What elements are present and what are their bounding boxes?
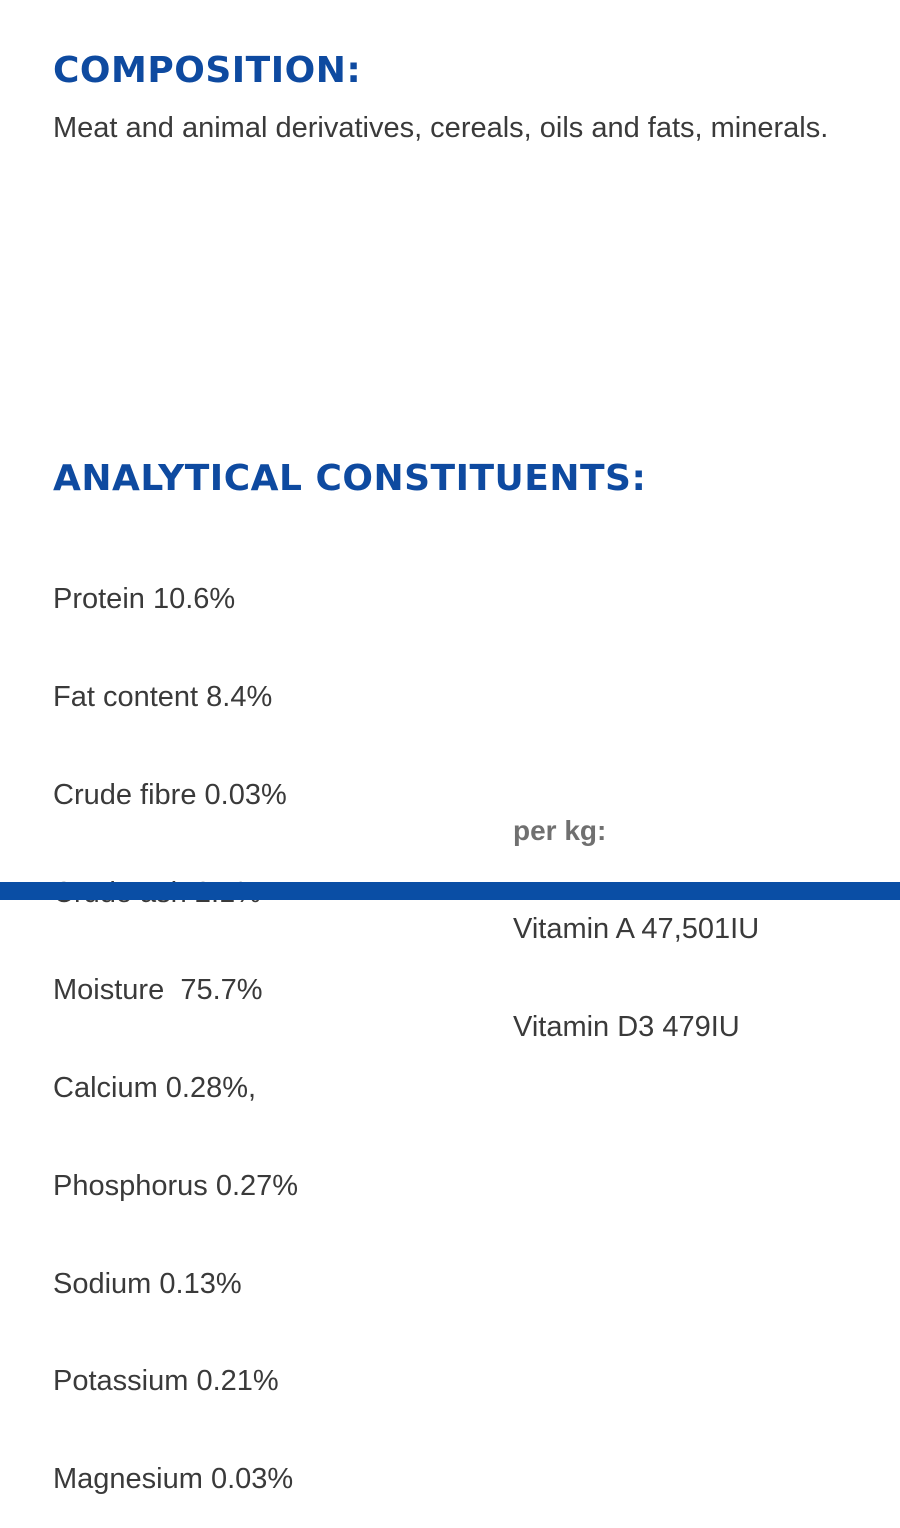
per-kg-title: per kg: [513, 815, 607, 847]
constituent-item: Calcium 0.28%, [53, 1072, 257, 1105]
constituent-item: Protein 10.6% [53, 583, 236, 616]
constituent-item: Moisture 75.7% [53, 974, 263, 1007]
vitamin-item: Vitamin A 47,501IU [513, 912, 760, 945]
constituent-item: Sodium 0.13% [53, 1267, 242, 1300]
footer-bar [0, 882, 900, 900]
constituent-item: Potassium 0.21% [53, 1365, 279, 1398]
constituents-list [53, 518, 298, 1528]
composition-heading: COMPOSITION: [53, 50, 362, 91]
analytical-constituents-heading: ANALYTICAL CONSTITUENTS: [53, 458, 647, 499]
composition-text: Meat and animal derivatives, cereals, oils and fats, minerals. [53, 112, 829, 144]
constituent-item: Crude fibre 0.03% [53, 778, 287, 811]
constituent-item: Magnesium 0.03% [53, 1463, 294, 1496]
per-kg-list [513, 750, 759, 1076]
constituent-item: Fat content 8.4% [53, 680, 273, 713]
constituent-item: Phosphorus 0.27% [53, 1169, 299, 1202]
vitamin-item: Vitamin D3 479IU [513, 1010, 740, 1043]
